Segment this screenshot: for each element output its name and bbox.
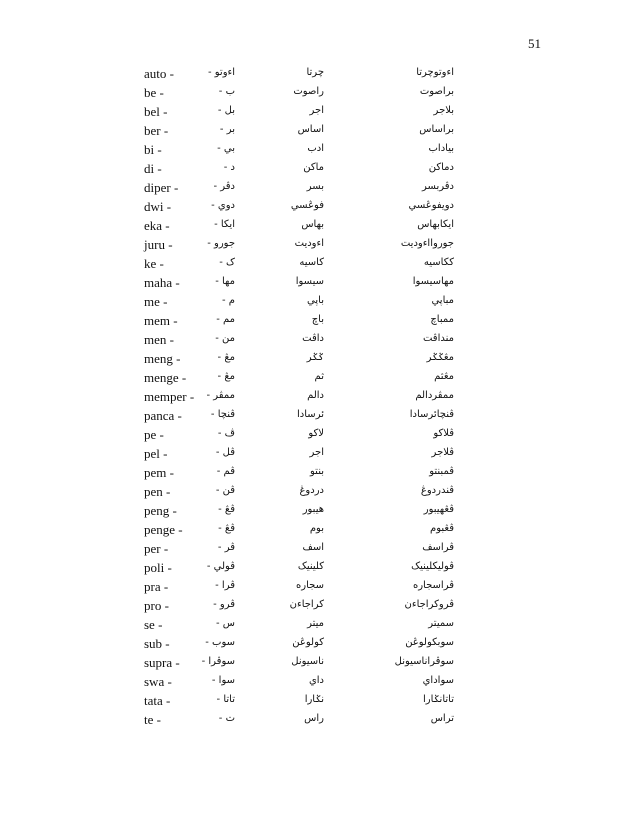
latin-prefix: tata - — [144, 693, 171, 708]
jawi-root-word: باپي — [307, 295, 324, 306]
jawi-root-word: چرتا — [306, 67, 324, 78]
latin-prefix: menge - — [144, 370, 187, 385]
jawi-prefix: ڤڠ - — [218, 504, 235, 515]
jawi-root-word: كاسيه — [299, 257, 324, 268]
jawi-prefix: بر - — [219, 124, 235, 135]
jawi-prefix: دڤر - — [213, 181, 235, 192]
jawi-prefix: مم - — [216, 314, 235, 325]
jawi-derived-word: بلاجر — [433, 105, 454, 116]
latin-prefix: ke - — [144, 256, 164, 271]
latin-prefix: swa - — [144, 674, 172, 689]
table-row — [0, 180, 638, 198]
table-row — [0, 598, 638, 616]
jawi-derived-word: منداڤت — [422, 333, 454, 344]
jawi-root-word: ادب — [307, 143, 324, 154]
jawi-prefix: د - — [223, 162, 235, 173]
jawi-prefix: سوب - — [205, 637, 235, 648]
jawi-prefix: ت - — [218, 713, 235, 724]
jawi-prefix: ڤم - — [216, 466, 235, 477]
table-row — [0, 693, 638, 711]
jawi-prefix: من - — [215, 333, 235, 344]
latin-prefix: bel - — [144, 104, 168, 119]
jawi-root-word: اساس — [297, 124, 324, 135]
table-row — [0, 218, 638, 236]
jawi-root-word: اسف — [302, 542, 324, 553]
table-row — [0, 484, 638, 502]
latin-prefix: juru - — [144, 237, 173, 252]
jawi-derived-word: براساس — [419, 124, 454, 135]
jawi-derived-word: ڤڠهيبور — [423, 504, 454, 515]
latin-prefix: auto - — [144, 66, 174, 81]
latin-prefix: men - — [144, 332, 174, 347]
jawi-prefix: اءوتو - — [207, 67, 235, 78]
table-row — [0, 541, 638, 559]
jawi-prefix: دوي - — [211, 200, 235, 211]
latin-prefix: pen - — [144, 484, 171, 499]
jawi-prefix: مها - — [215, 276, 235, 287]
latin-prefix: pem - — [144, 465, 174, 480]
table-row — [0, 294, 638, 312]
jawi-root-word: دالم — [307, 390, 324, 401]
table-row — [0, 123, 638, 141]
jawi-root-word: ݢݢر — [306, 352, 324, 363]
jawi-prefix: ب - — [218, 86, 235, 97]
jawi-derived-word: ممڤردالم — [415, 390, 454, 401]
jawi-derived-word: ايكابهاس — [417, 219, 454, 230]
jawi-root-word: فوڠسي — [290, 200, 324, 211]
jawi-derived-word: سميتر — [428, 618, 454, 629]
jawi-derived-word: سواداي — [422, 675, 454, 686]
latin-prefix: pel - — [144, 446, 168, 461]
jawi-root-word: راس — [304, 713, 324, 724]
latin-prefix: pro - — [144, 598, 169, 613]
table-row — [0, 104, 638, 122]
jawi-root-word: داي — [308, 675, 324, 686]
jawi-derived-word: دڤربسر — [422, 181, 454, 192]
jawi-root-word: بوم — [309, 523, 324, 534]
table-row — [0, 389, 638, 407]
jawi-prefix: ممڤر - — [206, 390, 235, 401]
jawi-root-word: بهاس — [301, 219, 324, 230]
jawi-derived-word: ممباچ — [430, 314, 454, 325]
latin-prefix: be - — [144, 85, 164, 100]
jawi-derived-word: جوروااءوديت — [400, 238, 454, 249]
jawi-derived-word: ڤلاجر — [431, 447, 454, 458]
latin-prefix: me - — [144, 294, 168, 309]
table-row — [0, 161, 638, 179]
jawi-prefix: سوا - — [211, 675, 235, 686]
jawi-root-word: كلينيک — [297, 561, 324, 572]
jawi-derived-word: ڤلاكو — [433, 428, 454, 439]
jawi-root-word: ميتر — [307, 618, 324, 629]
jawi-derived-word: مهاسيسوا — [412, 276, 454, 287]
latin-prefix: poli - — [144, 560, 172, 575]
table-row — [0, 313, 638, 331]
jawi-root-word: اجر — [309, 447, 324, 458]
jawi-prefix: جورو - — [207, 238, 235, 249]
table-row — [0, 427, 638, 445]
table-row — [0, 256, 638, 274]
latin-prefix: eka - — [144, 218, 170, 233]
jawi-prefix: تاتا - — [216, 694, 235, 705]
jawi-derived-word: ڤروكراجاءن — [404, 599, 454, 610]
table-row — [0, 85, 638, 103]
table-row — [0, 655, 638, 673]
jawi-prefix: ڤرا - — [215, 580, 235, 591]
jawi-derived-word: دويفوڠسي — [408, 200, 454, 211]
jawi-derived-word: اءوتوچرتا — [416, 67, 454, 78]
table-row — [0, 522, 638, 540]
jawi-root-word: راصوت — [293, 86, 324, 97]
latin-prefix: se - — [144, 617, 163, 632]
table-row — [0, 408, 638, 426]
jawi-prefix: مڠ - — [217, 371, 235, 382]
jawi-root-word: بنتو — [310, 466, 324, 477]
jawi-derived-word: بياداب — [428, 143, 454, 154]
jawi-prefix: ڤن - — [215, 485, 235, 496]
jawi-derived-word: مڠثم — [434, 371, 454, 382]
jawi-root-word: داڤت — [302, 333, 324, 344]
table-row — [0, 199, 638, 217]
jawi-derived-word: ڤڠبوم — [430, 523, 454, 534]
latin-prefix: memper - — [144, 389, 195, 404]
jawi-root-word: نݢارا — [304, 694, 324, 705]
jawi-prefix: ڤڠ - — [218, 523, 235, 534]
jawi-root-word: سيسوا — [295, 276, 324, 287]
jawi-root-word: اجر — [309, 105, 324, 116]
latin-prefix: maha - — [144, 275, 180, 290]
latin-prefix: meng - — [144, 351, 181, 366]
jawi-root-word: هيبور — [302, 504, 324, 515]
jawi-prefix: ڤرو - — [213, 599, 235, 610]
table-row — [0, 66, 638, 84]
jawi-prefix: بل - — [217, 105, 235, 116]
table-row — [0, 332, 638, 350]
jawi-root-word: ناسيونل — [291, 656, 324, 667]
jawi-root-word: ماكن — [303, 162, 324, 173]
latin-prefix: ber - — [144, 123, 169, 138]
table-row — [0, 275, 638, 293]
table-row — [0, 712, 638, 730]
jawi-prefix: ڤل - — [215, 447, 235, 458]
latin-prefix: bi - — [144, 142, 162, 157]
latin-prefix: di - — [144, 161, 162, 176]
jawi-prefix: ڤ - — [217, 428, 235, 439]
table-row — [0, 579, 638, 597]
jawi-root-word: كولوڠن — [292, 637, 324, 648]
latin-prefix: pra - — [144, 579, 169, 594]
jawi-prefix: ايكا - — [214, 219, 235, 230]
jawi-derived-word: ڤنچائرسادا — [409, 409, 454, 420]
jawi-root-word: لاكو — [308, 428, 324, 439]
jawi-root-word: بسر — [306, 181, 324, 192]
table-row — [0, 142, 638, 160]
jawi-derived-word: سوبكولوڠن — [405, 637, 454, 648]
latin-prefix: diper - — [144, 180, 179, 195]
jawi-derived-word: تراس — [430, 713, 454, 724]
latin-prefix: panca - — [144, 408, 182, 423]
latin-prefix: te - — [144, 712, 161, 727]
jawi-derived-word: ڤندردوڠ — [420, 485, 454, 496]
jawi-root-word: ثم — [314, 371, 324, 382]
table-row — [0, 465, 638, 483]
jawi-prefix: ک - — [219, 257, 235, 268]
jawi-prefix: بي - — [217, 143, 235, 154]
table-row — [0, 446, 638, 464]
jawi-derived-word: ڤراسجاره — [412, 580, 454, 591]
latin-prefix: supra - — [144, 655, 180, 670]
jawi-derived-word: تاتانݢارا — [423, 694, 454, 705]
jawi-derived-word: ڤمبنتو — [429, 466, 454, 477]
latin-prefix: mem - — [144, 313, 178, 328]
jawi-derived-word: ككاسيه — [423, 257, 454, 268]
table-row — [0, 351, 638, 369]
jawi-prefix: ڤنچا - — [210, 409, 235, 420]
table-row — [0, 503, 638, 521]
jawi-root-word: باچ — [311, 314, 324, 325]
jawi-derived-word: مباپي — [431, 295, 454, 306]
jawi-derived-word: سوڤراناسيونل — [394, 656, 454, 667]
jawi-prefix: ڤولي - — [206, 561, 235, 572]
jawi-prefix: ڤر - — [217, 542, 235, 553]
jawi-derived-word: ڤراسف — [422, 542, 454, 553]
jawi-prefix: مڠ - — [217, 352, 235, 363]
jawi-root-word: اءوديت — [294, 238, 324, 249]
latin-prefix: penge - — [144, 522, 183, 537]
jawi-root-word: دردوڠ — [299, 485, 324, 496]
jawi-prefix: م - — [222, 295, 235, 306]
table-row — [0, 237, 638, 255]
table-row — [0, 560, 638, 578]
latin-prefix: pe - — [144, 427, 164, 442]
jawi-root-word: سجاره — [296, 580, 324, 591]
latin-prefix: dwi - — [144, 199, 172, 214]
jawi-prefix: سوڤرا - — [201, 656, 235, 667]
jawi-derived-word: مڠݢݢر — [426, 352, 454, 363]
latin-prefix: peng - — [144, 503, 177, 518]
table-row — [0, 674, 638, 692]
table-row — [0, 370, 638, 388]
jawi-prefix: س - — [216, 618, 235, 629]
latin-prefix: per - — [144, 541, 169, 556]
page-number: 51 — [528, 36, 541, 51]
jawi-derived-word: دماكن — [428, 162, 454, 173]
latin-prefix: sub - — [144, 636, 170, 651]
jawi-root-word: كراجاءن — [289, 599, 324, 610]
jawi-derived-word: براصوت — [419, 86, 454, 97]
jawi-derived-word: ڤوليكلينيک — [411, 561, 454, 572]
table-row — [0, 636, 638, 654]
table-row — [0, 617, 638, 635]
jawi-root-word: ئرسادا — [297, 409, 324, 420]
